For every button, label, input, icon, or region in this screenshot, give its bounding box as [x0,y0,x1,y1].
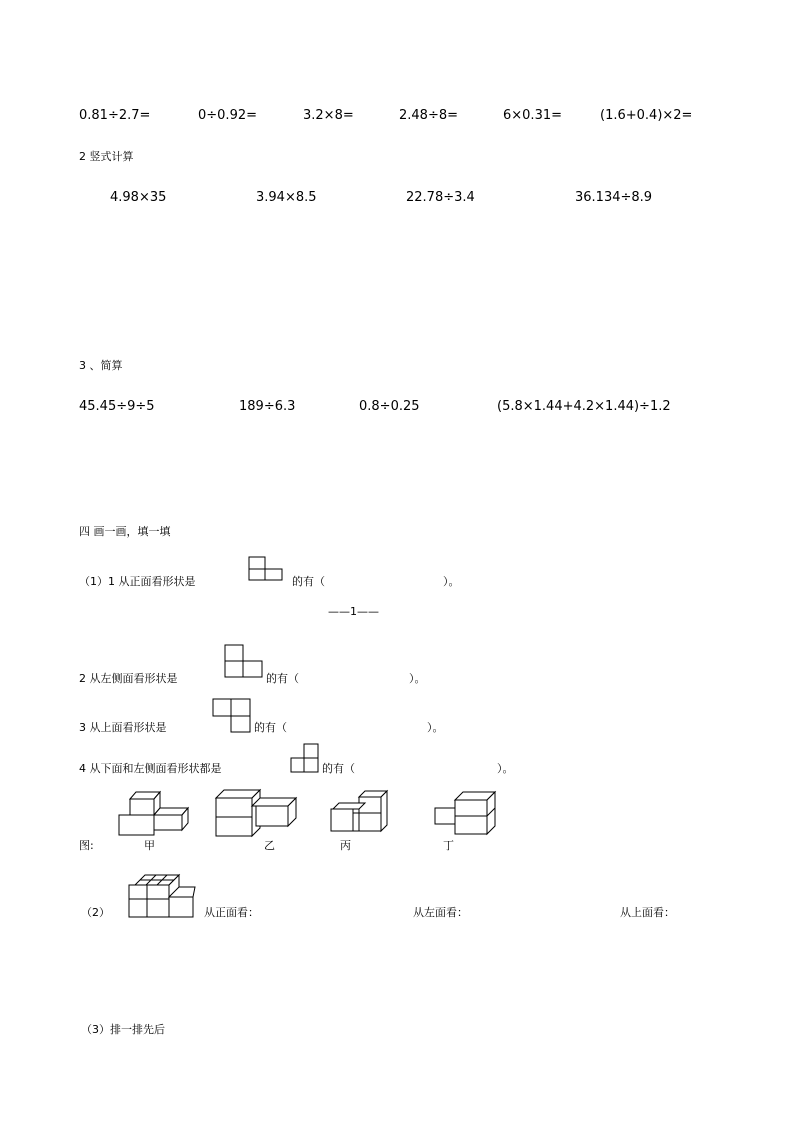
bottom-left-view-shape-icon [290,743,322,775]
view-front-label: 从正面看： [204,906,259,919]
problem-1-3: 3.2×8= [303,108,354,123]
question-3-prefix: 3 从上面看形状是 [79,721,167,734]
question-3-suffix: 的有（ [254,721,287,734]
figure-label: 图: [79,839,94,852]
simplify-1: 45.45÷9÷5 [79,399,155,414]
question-2-close: ）。 [409,672,426,685]
figure-ding-cubes [433,790,517,838]
vertical-calc-2: 3.94×8.5 [256,190,317,205]
figure-jia-cubes [118,789,192,837]
section-3-title: 3 、简算 [79,359,123,372]
question-1-prefix: （1）1 从正面看形状是 [79,575,196,588]
vertical-calc-4: 36.134÷8.9 [575,190,653,205]
simplify-2: 189÷6.3 [239,399,296,414]
top-view-shape-icon [212,698,252,734]
problem-1-4: 2.48÷8= [399,108,459,123]
question-3-close: ）。 [427,721,444,734]
question-2-prefix: 2 从左侧面看形状是 [79,672,178,685]
left-view-shape-icon [224,644,264,678]
question-1-close: ）。 [443,575,460,588]
vertical-calc-1: 4.98×35 [110,190,167,205]
question-2-suffix: 的有（ [266,672,299,685]
figure-jia-label: 甲 [144,839,155,852]
question-4-close: ）。 [497,762,514,775]
section-2-title: 2 竖式计算 [79,150,134,163]
view-top-label: 从上面看： [620,906,675,919]
front-view-shape-icon [248,556,284,582]
page-marker: ——1—— [328,605,379,618]
problem-1-6: (1.6+0.4)×2= [600,108,693,123]
part-2-cube-figure [127,873,197,919]
figure-bing-label: 丙 [340,839,351,852]
simplify-4: (5.8×1.44+4.2×1.44)÷1.2 [497,399,671,414]
problem-1-5: 6×0.31= [503,108,563,123]
question-4-prefix: 4 从下面和左侧面看形状都是 [79,762,222,775]
question-1-suffix: 的有（ [292,575,325,588]
figure-yi-label: 乙 [264,839,275,852]
problem-1-2: 0÷0.92= [198,108,258,123]
section-4-title: 四 画一画，填一填 [79,525,171,538]
vertical-calc-3: 22.78÷3.4 [406,190,475,205]
problem-1-1: 0.81÷2.7= [79,108,151,123]
figure-ding-label: 丁 [443,839,454,852]
figure-bing-cubes [329,789,391,833]
figure-yi-cubes [214,788,298,840]
view-left-label: 从左面看： [413,906,468,919]
simplify-3: 0.8÷0.25 [359,399,420,414]
question-4-suffix: 的有（ [322,762,355,775]
part-2-label: （2） [81,906,110,919]
part-3-label: （3）排一排先后 [81,1023,165,1036]
